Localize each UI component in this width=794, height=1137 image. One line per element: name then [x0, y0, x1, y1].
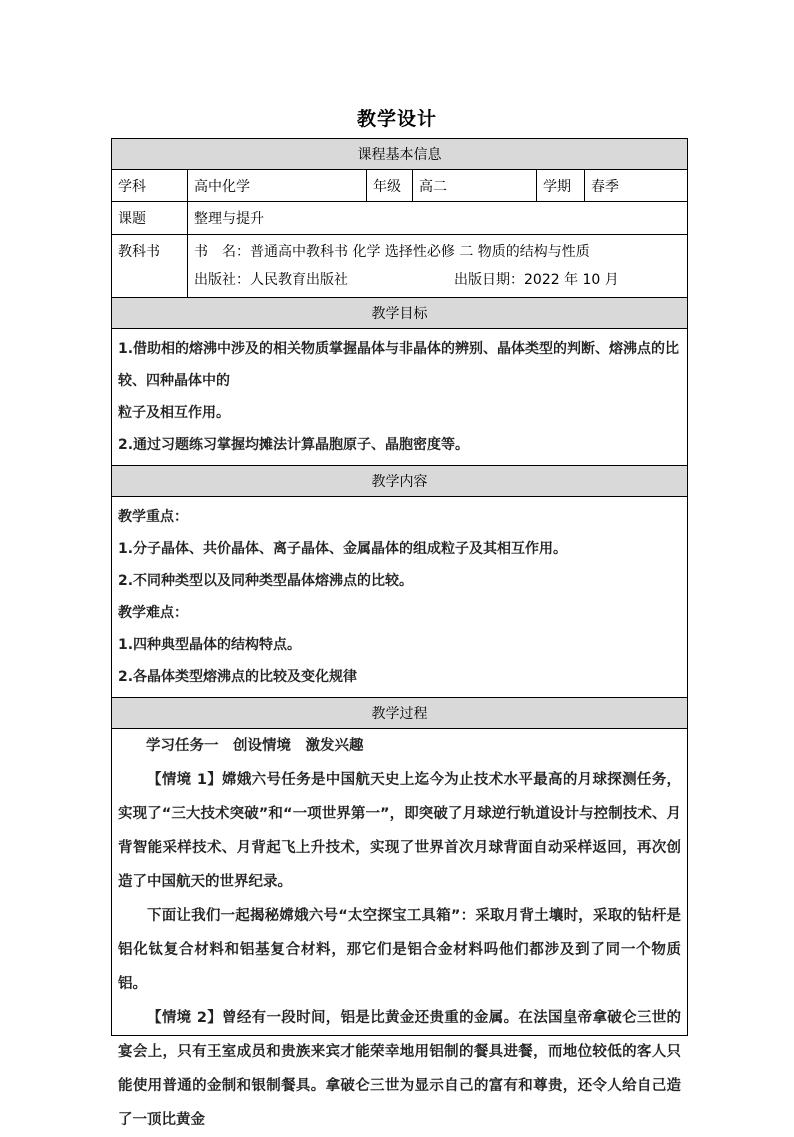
- content-header: 教学内容: [112, 466, 688, 497]
- process-row: [112, 729, 688, 1036]
- subject-row: [112, 170, 688, 202]
- topic-label: 课题: [112, 202, 188, 235]
- content-line: 教学重点：: [118, 509, 188, 525]
- objective-line: 较、四种晶体中的: [118, 373, 230, 389]
- process-header: 教学过程: [112, 698, 688, 729]
- process-paragraph: 【情境 2】曾经有一段时间，铝是比黄金还贵重的金属。在法国皇帝拿破仑三世的宴会上，只有王室成员和贵族来宾才能荣幸地用铝制的餐具进餐，而地位较低的客人只能使用普通的金制和银制餐具。拿破仑三世为显示自己的富有和尊贵，还令人给自己造了一顶比黄金: [118, 1010, 682, 1128]
- process-body: [112, 729, 688, 1128]
- content-line: 教学难点：: [118, 605, 188, 621]
- textbook-publisher: 出版社：人民教育出版社: [194, 272, 348, 288]
- textbook-name: 书 名：普通高中教科书 化学 选择性必修 二 物质的结构与性质: [194, 244, 590, 260]
- term-value: 春季: [585, 170, 688, 202]
- basic-info-header: 课程基本信息: [112, 139, 688, 170]
- content-row: [112, 497, 688, 698]
- textbook-info: [188, 235, 688, 298]
- textbook-label: 教科书: [112, 235, 188, 298]
- term-label: 学期: [537, 170, 585, 202]
- textbook-row: [112, 235, 688, 298]
- objectives-row: [112, 329, 688, 466]
- document-title: 教学设计: [356, 108, 437, 130]
- process-paragraph: 【情境 1】嫦娥六号任务是中国航天史上迄今为止技术水平最高的月球探测任务，实现了“三大技术突破”和“一项世界第一”，即突破了月球逆行轨道设计与控制技术、月背智能采样技术、月背起飞上升技术，实现了世界首次月球背面自动采样返回，再次创造了中国航天的世界纪录。: [118, 772, 682, 890]
- textbook-publisher-line: [194, 266, 681, 294]
- lesson-plan-table: [111, 138, 688, 1128]
- content-line: 2.各晶体类型熔沸点的比较及变化规律: [118, 669, 358, 685]
- grade-value: 高二: [413, 170, 537, 202]
- textbook-pub-date: 出版日期：2022 年 10 月: [454, 272, 619, 288]
- objectives-header: 教学目标: [112, 298, 688, 329]
- subject-value: 高中化学: [188, 170, 367, 202]
- process-header-row: [112, 698, 688, 729]
- process-paragraph: 下面让我们一起揭秘嫦娥六号“太空探宝工具箱”：采取月背土壤时，采取的钻杆是铝化钛复合材料和铝基复合材料，那它们是铝合金材料吗他们都涉及到了同一个物质铝。: [118, 908, 682, 992]
- subject-label: 学科: [112, 170, 188, 202]
- content-body: [112, 497, 688, 698]
- topic-row: [112, 202, 688, 235]
- task-title: 学习任务一 创设情境 激发兴趣: [146, 738, 364, 754]
- objective-line: 粒子及相互作用。: [118, 405, 230, 421]
- content-line: 1.分子晶体、共价晶体、离子晶体、金属晶体的组成粒子及其相互作用。: [118, 541, 568, 557]
- content-line: 1.四种典型晶体的结构特点。: [118, 637, 302, 653]
- grade-label: 年级: [367, 170, 413, 202]
- objectives-header-row: [112, 298, 688, 329]
- objective-line: 2.通过习题练习掌握均摊法计算晶胞原子、晶胞密度等。: [118, 437, 470, 453]
- content-header-row: [112, 466, 688, 497]
- objectives-body: [112, 329, 688, 466]
- content-line: 2.不同种类型以及同种类型晶体熔沸点的比较。: [118, 573, 414, 589]
- objective-line: 1.借助相的熔沸中涉及的相关物质掌握晶体与非晶体的辨别、晶体类型的判断、熔沸点的比: [118, 341, 680, 357]
- basic-info-header-row: [112, 139, 688, 170]
- topic-value: 整理与提升: [188, 202, 688, 235]
